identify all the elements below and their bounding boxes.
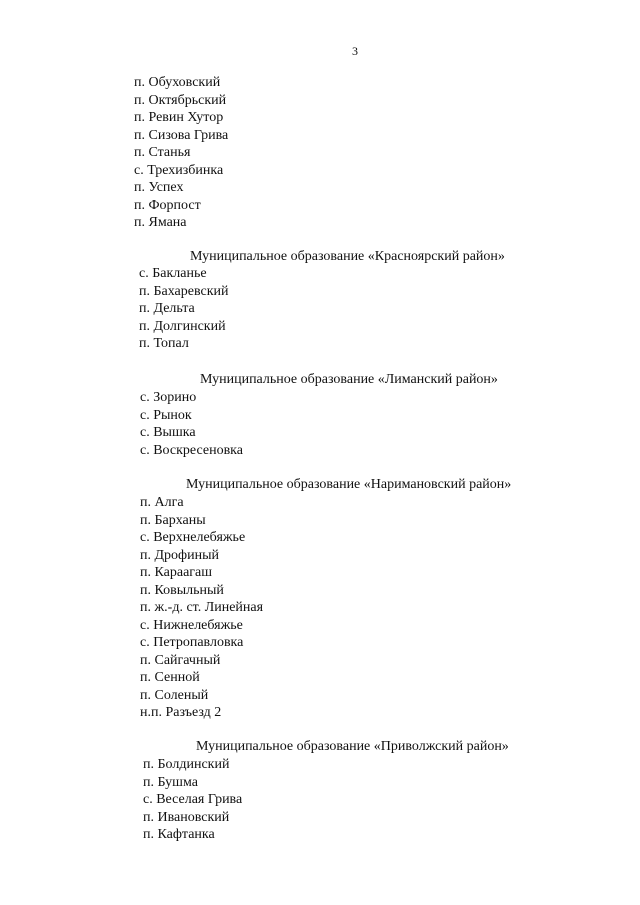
- settlement-item: п. Бушма: [143, 774, 198, 790]
- settlement-item: с. Зорино: [140, 390, 197, 405]
- settlement-item: п. Сизова Грива: [134, 127, 229, 143]
- settlement-list: [143, 756, 242, 844]
- settlement-item: п. Барханы: [140, 512, 206, 528]
- settlement-item: п. Успех: [134, 180, 184, 195]
- settlement-item: п. Дрофиный: [140, 547, 219, 563]
- settlement-item: с. Верхнелебяжье: [140, 530, 246, 545]
- settlement-item: п. Октябрьский: [134, 92, 227, 108]
- settlement-item: п. Ревин Хутор: [134, 110, 224, 125]
- settlement-item: п. Сайгачный: [140, 652, 221, 668]
- settlement-item: п. Соленый: [140, 687, 209, 703]
- settlement-item: с. Нижнелебяжье: [140, 617, 243, 633]
- section-title: Муниципальное образование «Приволжский район»: [196, 739, 509, 754]
- settlement-list: [140, 389, 243, 459]
- page-number: 3: [352, 44, 358, 58]
- settlement-item: с. Веселая Грива: [143, 792, 243, 807]
- settlement-item: н.п. Разъезд 2: [140, 705, 222, 720]
- settlement-item: п. Дельта: [139, 301, 195, 316]
- settlement-item: с. Воскресеновка: [140, 442, 243, 458]
- section-title: Муниципальное образование «Лиманский район»: [200, 372, 498, 387]
- settlement-item: с. Бакланье: [139, 266, 207, 281]
- settlement-item: п. Ивановский: [143, 809, 230, 825]
- settlement-item: п. Болдинский: [143, 757, 230, 772]
- settlement-item: п. Обуховский: [134, 75, 221, 90]
- settlement-item: п. Форпост: [134, 197, 201, 213]
- settlement-item: с. Петропавловка: [140, 635, 244, 650]
- settlement-item: с. Рынок: [140, 407, 192, 423]
- settlement-item: п. Караагаш: [140, 565, 213, 580]
- settlement-item: п. Топал: [139, 336, 189, 351]
- settlement-list: [140, 494, 263, 722]
- settlement-item: с. Вышка: [140, 425, 196, 440]
- settlement-item: п. Ямана: [134, 215, 187, 230]
- settlement-item: п. Долгинский: [139, 318, 226, 334]
- section-title: Муниципальное образование «Красноярский район»: [190, 249, 505, 264]
- section-title: Муниципальное образование «Наримановский район»: [186, 477, 512, 492]
- settlement-item: п. Кафтанка: [143, 827, 215, 842]
- settlement-list: [139, 265, 229, 353]
- settlement-item: п. Станья: [134, 145, 191, 160]
- settlement-item: с. Трехизбинка: [134, 162, 224, 178]
- settlement-item: п. Алга: [140, 495, 184, 510]
- settlement-item: п. ж.-д. ст. Линейная: [140, 600, 264, 615]
- settlement-item: п. Ковыльный: [140, 582, 224, 598]
- settlement-item: п. Сенной: [140, 670, 200, 685]
- settlement-item: п. Бахаревский: [139, 283, 229, 299]
- settlement-list: [134, 74, 228, 232]
